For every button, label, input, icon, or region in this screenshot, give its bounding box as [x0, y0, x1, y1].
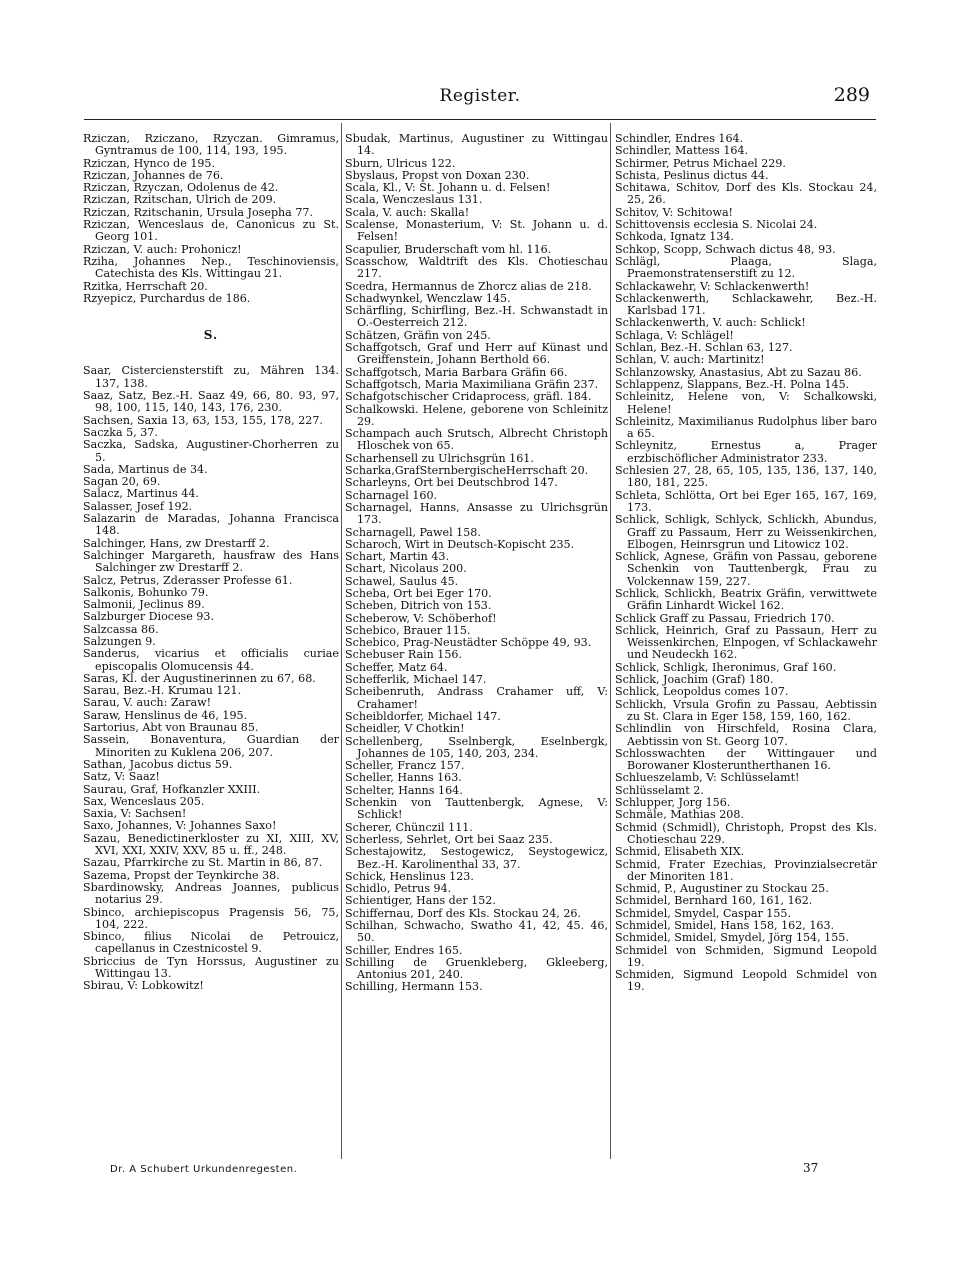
register-column-2: [345, 133, 608, 994]
register-entry: Sbyslaus, Propst von Doxan 230.: [345, 168, 530, 182]
register-entry: Scheidler, V Chotkin!: [345, 722, 465, 736]
register-entry: Schmidel, Smidel, Smydel, Jörg 154, 155.: [615, 931, 849, 945]
register-entry: Scheller, Francz 157.: [345, 759, 465, 773]
register-entry: Schellenberg, Sselnbergk, Eselnbergk, Johannes de 105, 140, 203, 234.: [345, 734, 608, 760]
register-entry: Schlick, Joachim (Graf) 180.: [615, 673, 774, 687]
register-entry: Sazau, Benedictinerkloster zu XI, XIII, XV, XVI, XXI, XXIV, XXV, 85 u. ff., 248.: [83, 831, 339, 858]
register-entry: Schadwynkel, Wenczlaw 145.: [345, 291, 511, 305]
register-entry: Schart, Martin 43.: [345, 550, 449, 564]
register-entry: Sazema, Propst der Teynkirche 38.: [83, 868, 280, 882]
register-entry: Sarau, Bez.-H. Krumau 121.: [83, 684, 242, 698]
register-entry: Scapulier, Bruderschaft vom hl. 116.: [345, 242, 552, 256]
column-divider: [341, 123, 342, 1159]
register-entry: Rziczan, Rziczano, Rzyczan. Gimramus, Gyntramus de 100, 114, 193, 195.: [83, 132, 339, 158]
register-entry: Schitawa, Schitov, Dorf des Kls. Stockau 24, 25, 26.: [615, 181, 877, 207]
register-entry: Schientiger, Hans der 152.: [345, 894, 496, 908]
register-entry: Schefferlik, Michael 147.: [345, 673, 487, 687]
register-entry: Sbirau, V: Lobkowitz!: [83, 979, 204, 993]
page-number: 289: [833, 84, 870, 106]
register-entry: Schlaga, V: Schlägel!: [615, 328, 734, 342]
register-entry: Schleinitz, Maximilianus Rudolphus liber baro a 65.: [615, 414, 877, 441]
register-entry: Saczka 5, 37.: [83, 425, 158, 439]
register-entry: Schlickh, Vrsula Grofin zu Passau, Aebtissin zu St. Clara in Eger 158, 159, 160, 162.: [615, 697, 877, 723]
register-entry: Salasser, Josef 192.: [83, 499, 193, 513]
register-entry: Scharnagel, Hanns, Ansasse zu Ulrichsgrün 173.: [345, 500, 608, 527]
register-entry: Saxo, Johannes, V: Johannes Saxo!: [83, 819, 277, 833]
register-entry: Schkop, Scopp, Schwach dictus 48, 93.: [615, 242, 836, 256]
register-entry: Schiller, Endres 165.: [345, 943, 463, 957]
register-entry: Saar, Cisterciensterstift zu, Mähren 134. 137, 138.: [83, 364, 339, 390]
register-entry: Rziczan, Rzitschanin, Ursula Josepha 77.: [83, 205, 313, 219]
register-entry: Scala, Wenczeslaus 131.: [345, 193, 483, 207]
register-entry: Schittovensis ecclesia S. Nicolai 24.: [615, 218, 818, 232]
register-entry: Scalense, Monasterium, V: St. Johann u. d. Felsen!: [345, 218, 608, 244]
register-entry: Salazarin de Maradas, Johanna Francisca 148.: [83, 512, 339, 538]
register-entry: Schilhan, Schwacho, Swatho 41, 42, 45. 46, 50.: [345, 919, 608, 945]
register-entry: Schick, Henslinus 123.: [345, 869, 474, 883]
register-entry: Schmid (Schmidl), Christoph, Propst des Kls. Chotieschau 229.: [615, 820, 877, 846]
register-entry: Sartorius, Abt von Braunau 85.: [83, 721, 259, 735]
register-entry: Schmid, P., Augustiner zu Stockau 25.: [615, 882, 829, 896]
register-entry: Schaffgotsch, Maria Barbara Gräfin 66.: [345, 365, 568, 379]
register-entry: Scherless, Sehrlet, Ort bei Saaz 235.: [345, 832, 553, 846]
register-entry: Sathan, Jacobus dictus 59.: [83, 757, 233, 771]
register-entry: Schlueszelamb, V: Schlüsselamt!: [615, 771, 800, 785]
register-entry: Scheba, Ort bei Eger 170.: [345, 586, 492, 600]
page-header: [84, 86, 876, 116]
register-entry: Schmiden, Sigmund Leopold Schmidel von 19.: [615, 968, 877, 994]
register-entry: Schlägl, Plaaga, Slaga, Praemonstratenserstift zu 12.: [615, 254, 877, 281]
register-entry: Saraw, Henslinus de 46, 195.: [83, 708, 248, 722]
register-entry: Scharka,GrafSternbergischeHerrschaft 20.: [345, 464, 589, 478]
register-entry: Sbriccius de Tyn Horssus, Augustiner zu Wittingau 13.: [83, 954, 339, 980]
register-entry: Schmid, Frater Ezechias, Provinzialsecretär der Minoriten 181.: [615, 857, 877, 883]
register-entry: Satz, V: Saaz!: [83, 770, 160, 784]
register-entry: Schlappenz, Slappans, Bez.-H. Polna 145.: [615, 377, 850, 391]
register-entry: Sbinco, filius Nicolai de Petrouicz, capellanus in Czestnicostel 9.: [83, 930, 339, 956]
register-entry: Schaffgotsch, Graf und Herr auf Künast und Greiffenstein, Johann Berthold 66.: [345, 341, 608, 367]
register-entry: Sax, Wenceslaus 205.: [83, 794, 205, 808]
register-entry: Salacz, Martinus 44.: [83, 487, 199, 501]
register-entry: Sbudak, Martinus, Augustiner zu Wittingau 14.: [345, 132, 608, 158]
register-entry: Rzitka, Herrschaft 20.: [83, 279, 208, 293]
register-entry: Schebico, Prag-Neustädter Schöppe 49, 93.: [345, 636, 592, 650]
register-entry: Schirmer, Petrus Michael 229.: [615, 156, 786, 170]
register-entry: Salkonis, Bohunko 79.: [83, 585, 209, 599]
register-entry: Schaffgotsch, Maria Maximiliana Gräfin 237.: [345, 377, 599, 391]
entry-list-s: [83, 365, 339, 992]
register-entry: Schebuser Rain 156.: [345, 648, 462, 662]
register-entry: Schlick, Schlickh, Beatrix Gräfin, verwittwete Gräfin Linhardt Wickel 162.: [615, 586, 877, 613]
column-divider: [610, 123, 611, 1159]
register-entry: Scharnagell, Pawel 158.: [345, 525, 481, 539]
register-entry: Schlick, Heinrich, Graf zu Passaun, Herr zu Weissenkirchen, Elnpogen, vf Schlackawehr und Neudeckh 162.: [615, 623, 877, 662]
register-entry: Salmonii, Jeclinus 89.: [83, 598, 205, 612]
entry-list-r: [83, 133, 339, 305]
footer-text: Dr. A Schubert Urkundenregesten.: [110, 1164, 298, 1175]
register-entry: Scherer, Chünczil 111.: [345, 820, 473, 834]
register-entry: Scheibenruth, Andrass Crahamer uff, V: Crahamer!: [345, 685, 608, 711]
register-entry: Sburn, Ulricus 122.: [345, 156, 456, 170]
entry-list: [345, 133, 608, 994]
register-entry: Schlan, Bez.-H. Schlan 63, 127.: [615, 341, 793, 355]
register-entry: Sanderus, vicarius et officialis curiae episcopalis Olomucensis 44.: [83, 647, 339, 673]
register-entry: Schleta, Schlötta, Ort bei Eger 165, 167, 169, 173.: [615, 488, 877, 514]
register-entry: Rzyepicz, Purchardus de 186.: [83, 291, 251, 305]
register-entry: Sbinco, archiepiscopus Pragensis 56, 75, 104, 222.: [83, 905, 339, 931]
register-entry: Schlick, Agnese, Gräfin von Passau, geborene Schenkin von Tauttenbergk, Frau zu Volckennaw 159, 227.: [615, 550, 877, 588]
register-entry: Schlick, Leopoldus comes 107.: [615, 685, 789, 699]
register-entry: Schitov, V: Schitowa!: [615, 205, 734, 219]
entry-list: [615, 133, 877, 994]
register-entry: Scheller, Hanns 163.: [345, 771, 462, 785]
register-entry: Scharhensell zu Ulrichsgrün 161.: [345, 451, 534, 465]
register-entry: Scala, Kl., V: St. Johann u. d. Felsen!: [345, 181, 551, 195]
register-entry: Schampach auch Srutsch, Albrecht Christoph Hloschek von 65.: [345, 427, 608, 453]
register-entry: Saxia, V: Sachsen!: [83, 807, 187, 821]
register-entry: Schafgotschischer Cridaprocess, gräfl. 184.: [345, 390, 592, 404]
register-entry: Sagan 20, 69.: [83, 475, 161, 489]
register-entry: Schlesien 27, 28, 65, 105, 135, 136, 137, 140, 180, 181, 225.: [615, 464, 877, 490]
register-entry: Schilling de Gruenkleberg, Gkleeberg, Antonius 201, 240.: [345, 955, 608, 982]
register-entry: Sbardinowsky, Andreas Joannes, publicus notarius 29.: [83, 880, 339, 907]
register-entry: Scheibldorfer, Michael 147.: [345, 709, 501, 723]
register-entry: Schlosswachten der Wittingauer und Borowaner Klosteruntherthanen 16.: [615, 746, 877, 773]
register-entry: Schkoda, Ignatz 134.: [615, 230, 734, 244]
register-entry: Sachsen, Saxia 13, 63, 153, 155, 178, 227.: [83, 413, 323, 427]
page-title: Register.: [439, 86, 521, 106]
register-entry: Schiffernau, Dorf des Kls. Stockau 24, 26.: [345, 906, 581, 920]
register-entry: Rziczan, Wenceslaus de, Canonicus zu St. Georg 101.: [83, 218, 339, 244]
register-entry: Scedra, Hermannus de Zhorcz alias de 218.: [345, 279, 592, 293]
register-entry: Scala, V. auch: Skalla!: [345, 205, 470, 219]
register-entry: Scasschow, Waldtrift des Kls. Chotieschau 217.: [345, 254, 608, 281]
register-column-1: [83, 133, 339, 993]
register-entry: Rziczan, Rzyczan, Odolenus de 42.: [83, 181, 279, 195]
register-entry: Schmidel von Schmiden, Sigmund Leopold 19.: [615, 943, 877, 969]
register-entry: Scharnagel 160.: [345, 488, 438, 502]
register-entry: Salzcassa 86.: [83, 622, 159, 636]
register-entry: Salchinger, Hans, zw Drestarff 2.: [83, 536, 270, 550]
register-entry: Schlindlin von Hirschfeld, Rosina Clara, Aebtissin von St. Georg 107.: [615, 722, 877, 748]
register-entry: Schidlo, Petrus 94.: [345, 882, 452, 896]
register-entry: Scheffer, Matz 64.: [345, 660, 448, 674]
register-entry: Schlick, Schligk, Iheronimus, Graf 160.: [615, 660, 837, 674]
register-entry: Schestajowitz, Sestogewicz, Seystogewicz, Bez.-H. Karolinenthal 33, 37.: [345, 845, 608, 871]
register-entry: Schmidel, Bernhard 160, 161, 162.: [615, 894, 813, 908]
signature-mark: 37: [803, 1161, 819, 1175]
register-entry: Rziczan, Hynco de 195.: [83, 156, 216, 170]
register-entry: Saras, Kl. der Augustinerinnen zu 67, 68.: [83, 671, 316, 685]
register-entry: Sazau, Pfarrkirche zu St. Martin in 86, 87.: [83, 856, 323, 870]
register-entry: Schindler, Endres 164.: [615, 132, 744, 145]
register-entry: Scheben, Ditrich von 153.: [345, 599, 492, 613]
register-entry: Schmidel, Smidel, Hans 158, 162, 163.: [615, 919, 835, 932]
register-entry: Saczka, Sadska, Augustiner-Chorherren zu 5.: [83, 438, 339, 464]
register-entry: Schlackawehr, V: Schlackenwerth!: [615, 279, 810, 293]
register-entry: Schlüsselamt 2.: [615, 783, 704, 797]
register-entry: Salchinger Margareth, hausfraw des Hans Salchinger zw Drestarff 2.: [83, 548, 339, 575]
register-entry: Rziczan, V. auch: Prohonicz!: [83, 242, 242, 256]
register-entry: Scheberow, V: Schöberhof!: [345, 611, 497, 625]
register-entry: Schlan, V. auch: Martinitz!: [615, 353, 765, 367]
register-entry: Saaz, Satz, Bez.-H. Saaz 49, 66, 80. 93, 97, 98, 100, 115, 140, 143, 176, 230.: [83, 389, 339, 415]
register-entry: Schenkin von Tauttenbergk, Agnese, V: Schlick!: [345, 796, 608, 822]
register-entry: Schilling, Hermann 153.: [345, 980, 483, 994]
register-entry: Salcz, Petrus, Zderasser Professe 61.: [83, 573, 293, 587]
register-entry: Salzungen 9.: [83, 634, 156, 648]
register-entry: Schista, Peslinus dictus 44.: [615, 168, 769, 182]
register-entry: Schlanzowsky, Anastasius, Abt zu Sazau 86.: [615, 365, 862, 379]
register-entry: Rziczan, Rzitschan, Ulrich de 209.: [83, 193, 277, 207]
register-entry: Schleinitz, Helene von, V: Schalkowski, Helene!: [615, 390, 877, 416]
header-rule: [84, 119, 876, 120]
register-entry: Schart, Nicolaus 200.: [345, 562, 467, 576]
register-entry: Sada, Martinus de 34.: [83, 462, 208, 476]
register-entry: Schlick Graff zu Passau, Friedrich 170.: [615, 611, 835, 625]
register-entry: Schebico, Brauer 115.: [345, 623, 471, 637]
register-entry: Rziha, Johannes Nep., Teschinoviensis, Catechista des Kls. Wittingau 21.: [83, 254, 339, 281]
section-heading-s: S.: [203, 328, 219, 343]
register-entry: Salzburger Diocese 93.: [83, 610, 214, 624]
register-entry: Schleynitz, Ernestus a, Prager erzbischöflicher Administrator 233.: [615, 439, 877, 465]
register-entry: Scharleyns, Ort bei Deutschbrod 147.: [345, 476, 558, 490]
register-entry: Schmid, Elisabeth XIX.: [615, 845, 745, 859]
register-entry: Schlackenwerth, Schlackawehr, Bez.-H. Karlsbad 171.: [615, 291, 877, 318]
register-entry: Scharoch, Wirt in Deutsch-Kopischt 235.: [345, 537, 575, 551]
register-entry: Schärfling, Schirfling, Bez.-H. Schwanstadt in O.-Oesterreich 212.: [345, 304, 608, 330]
register-entry: Schmäle, Mathias 208.: [615, 808, 744, 822]
register-entry: Schmidel, Smydel, Caspar 155.: [615, 906, 791, 920]
register-entry: Schätzen, Gräfin von 245.: [345, 328, 491, 342]
register-entry: Schindler, Mattess 164.: [615, 144, 749, 158]
register-entry: Schalkowski. Helene, geborene von Schleinitz 29.: [345, 402, 608, 428]
register-entry: Schawel, Saulus 45.: [345, 574, 459, 588]
register-entry: Saurau, Graf, Hofkanzler XXIII.: [83, 782, 261, 796]
register-entry: Schlupper, Jorg 156.: [615, 796, 731, 810]
register-column-3: [615, 133, 877, 994]
register-entry: Schlackenwerth, V. auch: Schlick!: [615, 316, 806, 330]
register-entry: Rziczan, Johannes de 76.: [83, 168, 224, 182]
register-entry: Schlick, Schligk, Schlyck, Schlickh, Abundus, Graff zu Passaum, Herr zu Weissenkirchen, Elbogen, Heinrsgrun und Litowicz 102.: [615, 513, 877, 551]
register-entry: Sarau, V. auch: Zaraw!: [83, 696, 212, 710]
register-entry: Sassein, Bonaventura, Guardian der Minoriten zu Kuklena 206, 207.: [83, 733, 339, 759]
register-entry: Schelter, Hanns 164.: [345, 783, 463, 797]
